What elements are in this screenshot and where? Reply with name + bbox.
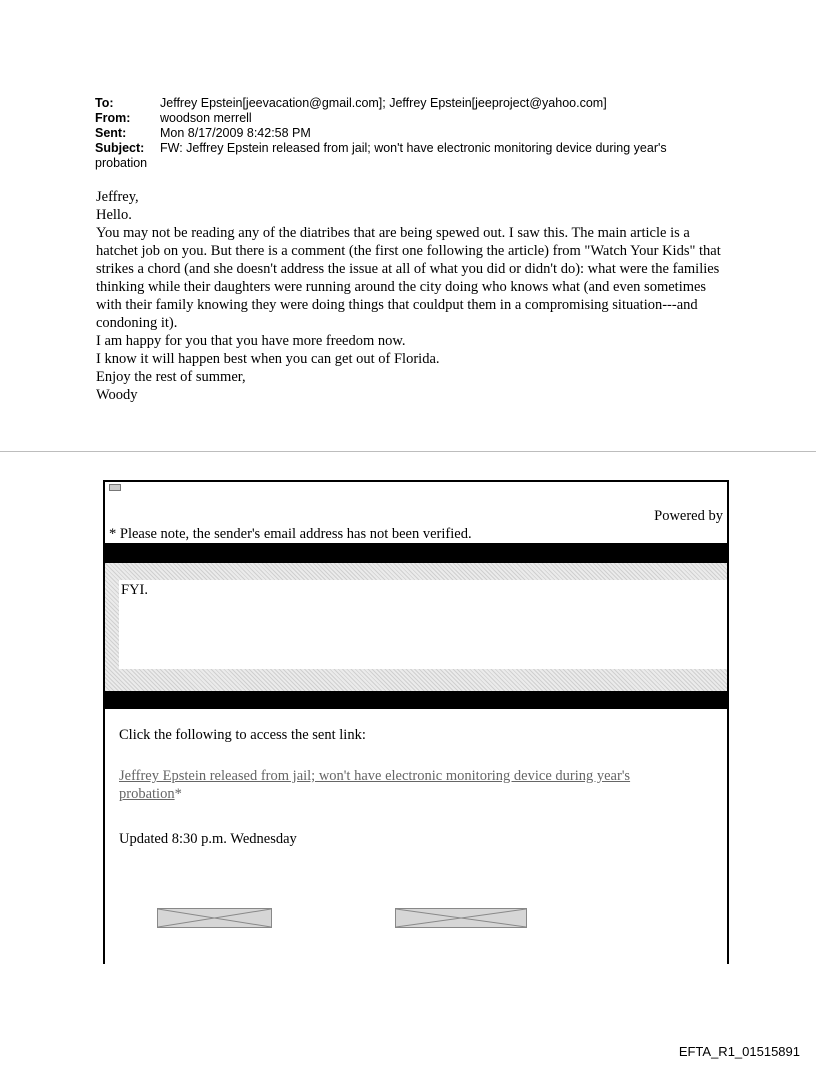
- greeting: Jeffrey,: [96, 189, 139, 205]
- subject-label: Subject:: [95, 141, 145, 155]
- to-label: To:: [95, 96, 114, 110]
- broken-image-icon: [109, 484, 121, 491]
- from-label: From:: [95, 111, 131, 125]
- email-body: [96, 188, 721, 404]
- message-text: FYI.: [121, 582, 148, 598]
- unverified-sender-note: * Please note, the sender's email address has not been verified.: [109, 526, 472, 542]
- sent-label: Sent:: [95, 126, 127, 140]
- message-box: [105, 563, 727, 691]
- body-line: I know it will happen best when you can get out of Florida.: [96, 351, 440, 367]
- from-row: [95, 111, 735, 126]
- to-row: [95, 96, 735, 111]
- sent-value: Mon 8/17/2009 8:42:58 PM: [160, 126, 311, 140]
- subject-row: [95, 141, 735, 156]
- subject-value-continued: probation: [95, 156, 148, 170]
- from-value: woodson merrell: [160, 111, 252, 125]
- image-placeholder-icon: [157, 908, 272, 928]
- click-instruction: Click the following to access the sent link:: [119, 727, 366, 743]
- image-placeholder-icon: [395, 908, 527, 928]
- signature: Woody: [96, 387, 138, 403]
- sent-row: [95, 126, 735, 141]
- article-link[interactable]: Jeffrey Epstein released from jail; won't have electronic monitoring device during year's probation: [119, 768, 631, 802]
- document-id: EFTA_R1_01515891: [678, 1044, 800, 1059]
- closing: Enjoy the rest of summer,: [96, 369, 246, 385]
- updated-timestamp: Updated 8:30 p.m. Wednesday: [119, 831, 297, 847]
- black-bar-top: [105, 543, 727, 563]
- section-divider: [0, 451, 816, 452]
- to-value: Jeffrey Epstein[jeevacation@gmail.com]; Jeffrey Epstein[jeeproject@yahoo.com]: [160, 96, 607, 110]
- body-paragraph: You may not be reading any of the diatribes that are being spewed out. I saw this. The main article is a hatchet job on you. But there is a comment (the first one following the article) from "Watch Your Kids" that strikes a chord (and she doesn't address the issue at all of what you did or didn't do): what were the families thinking while their daughters were running around the city doing who knows what (and even sometimes with their family knowing they were doing things that couldput them in a compromising situation---and condoning it).: [96, 225, 721, 331]
- powered-by-text: Powered by: [654, 508, 723, 524]
- subject-value: FW: Jeffrey Epstein released from jail; won't have electronic monitoring device during year's: [160, 141, 667, 155]
- body-line: I am happy for you that you have more freedom now.: [96, 333, 406, 349]
- hello-line: Hello.: [96, 207, 132, 223]
- email-header: [95, 96, 735, 171]
- black-bar-bottom: [105, 691, 727, 709]
- link-asterisk: *: [174, 786, 182, 802]
- message-box-inner: [119, 580, 727, 669]
- article-link-wrapper: [119, 767, 689, 803]
- forwarded-article-frame: [103, 480, 729, 964]
